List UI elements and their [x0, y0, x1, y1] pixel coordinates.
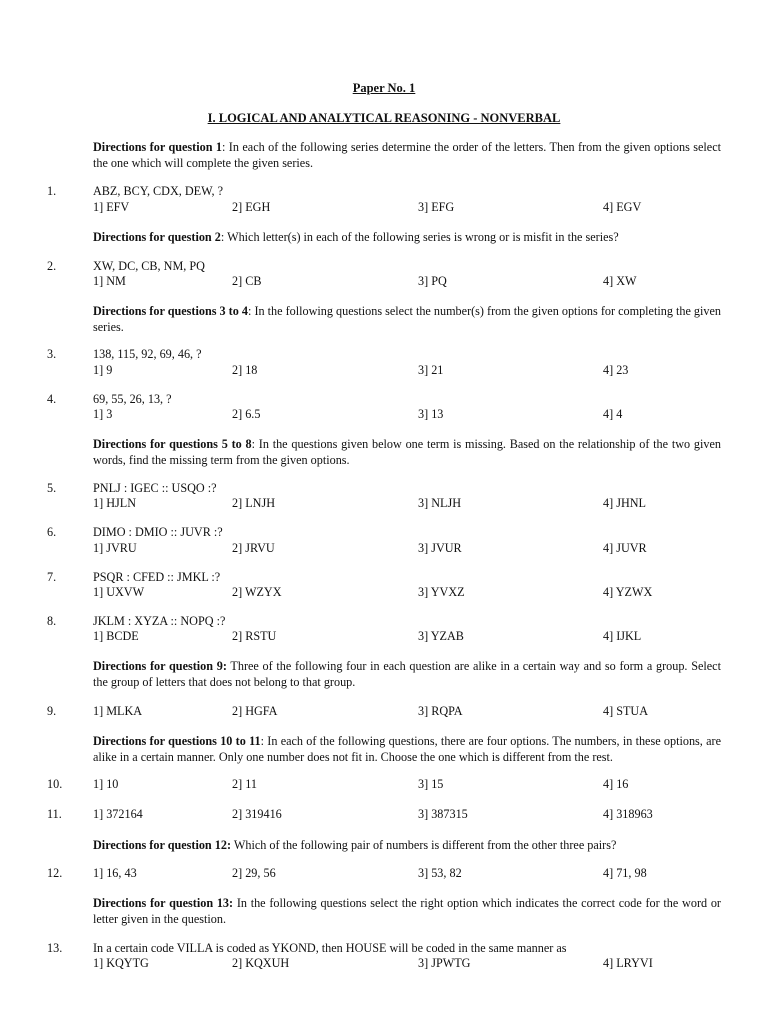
option-4[interactable]: 4] 4 — [603, 407, 623, 421]
directions-q10-11 — [93, 733, 721, 765]
option-4[interactable]: 4] YZWX — [603, 585, 653, 599]
option-1[interactable]: 1] EFV — [93, 200, 130, 214]
option-3[interactable]: 3] JPWTG — [418, 956, 471, 970]
option-1[interactable]: 1] 10 — [93, 777, 119, 791]
directions-q13 — [93, 895, 721, 927]
question-number: 10. — [47, 777, 63, 791]
section-title: I. LOGICAL AND ANALYTICAL REASONING - NONVERBAL — [207, 111, 561, 125]
option-2[interactable]: 2] EGH — [232, 200, 271, 214]
option-1[interactable]: 1] 3 — [93, 407, 113, 421]
directions-q5-8 — [93, 436, 721, 468]
option-2[interactable]: 2] 29, 56 — [232, 866, 276, 880]
option-1[interactable]: 1] 9 — [93, 363, 113, 377]
option-3[interactable]: 3] 387315 — [418, 807, 468, 821]
question-stem: ABZ, BCY, CDX, DEW, ? — [93, 184, 224, 198]
directions-label: Directions for questions 3 to 4 — [93, 304, 248, 318]
question-stem: JKLM : XYZA :: NOPQ :? — [93, 614, 226, 628]
option-2[interactable]: 2] 11 — [232, 777, 257, 791]
directions-label: Directions for question 2 — [93, 230, 221, 244]
option-3[interactable]: 3] RQPA — [418, 704, 463, 718]
option-2[interactable]: 2] HGFA — [232, 704, 278, 718]
option-4[interactable]: 4] XW — [603, 274, 637, 288]
question-number: 13. — [47, 941, 63, 955]
directions-q2 — [93, 229, 721, 245]
option-2[interactable]: 2] 319416 — [232, 807, 282, 821]
question-stem: PNLJ : IGEC :: USQO :? — [93, 481, 217, 495]
option-4[interactable]: 4] LRYVI — [603, 956, 653, 970]
option-4[interactable]: 4] STUA — [603, 704, 649, 718]
option-4[interactable]: 4] JHNL — [603, 496, 646, 510]
option-1[interactable]: 1] UXVW — [93, 585, 145, 599]
directions-text: Which of the following pair of numbers is different from the other three pairs? — [231, 838, 617, 852]
option-4[interactable]: 4] 318963 — [603, 807, 653, 821]
option-3[interactable]: 3] NLJH — [418, 496, 461, 510]
option-1[interactable]: 1] NM — [93, 274, 126, 288]
directions-text: : In each of the following questions, there are four options. The numbers, in these options, are alike in a certain manner. Only one number does not fit in. Choose the one which is different from the rest. — [93, 734, 721, 764]
question-stem: In a certain code VILLA is coded as YKOND, then HOUSE will be coded in the same manner as — [93, 941, 567, 955]
directions-text: Three of the following four in each question are alike in a certain way and so form a group. Select the group of letters that does not belong to that group. — [93, 659, 721, 689]
paper-title: Paper No. 1 — [352, 81, 416, 95]
question-stem: 69, 55, 26, 13, ? — [93, 392, 172, 406]
option-2[interactable]: 2] LNJH — [232, 496, 275, 510]
directions-q1 — [93, 139, 721, 171]
option-4[interactable]: 4] 16 — [603, 777, 629, 791]
question-stem: 138, 115, 92, 69, 46, ? — [93, 347, 202, 361]
question-number: 7. — [47, 570, 57, 584]
option-3[interactable]: 3] PQ — [418, 274, 447, 288]
question-number: 8. — [47, 614, 57, 628]
option-3[interactable]: 3] JVUR — [418, 541, 462, 555]
option-2[interactable]: 2] KQXUH — [232, 956, 290, 970]
question-number: 6. — [47, 525, 57, 539]
question-number: 1. — [47, 184, 57, 198]
question-number: 4. — [47, 392, 57, 406]
option-1[interactable]: 1] MLKA — [93, 704, 143, 718]
option-2[interactable]: 2] WZYX — [232, 585, 282, 599]
option-3[interactable]: 3] 21 — [418, 363, 444, 377]
directions-label: Directions for questions 5 to 8 — [93, 437, 252, 451]
option-4[interactable]: 4] IJKL — [603, 629, 642, 643]
option-3[interactable]: 3] 15 — [418, 777, 444, 791]
option-3[interactable]: 3] EFG — [418, 200, 455, 214]
option-3[interactable]: 3] YZAB — [418, 629, 464, 643]
question-number: 3. — [47, 347, 57, 361]
option-2[interactable]: 2] RSTU — [232, 629, 277, 643]
option-1[interactable]: 1] 16, 43 — [93, 866, 137, 880]
option-2[interactable]: 2] JRVU — [232, 541, 275, 555]
directions-label: Directions for questions 10 to 11 — [93, 734, 261, 748]
directions-label: Directions for question 9: — [93, 659, 227, 673]
option-1[interactable]: 1] HJLN — [93, 496, 136, 510]
option-3[interactable]: 3] 53, 82 — [418, 866, 462, 880]
option-4[interactable]: 4] 71, 98 — [603, 866, 647, 880]
option-4[interactable]: 4] JUVR — [603, 541, 647, 555]
directions-text: : In the questions given below one term is missing. Based on the relationship of the two given words, find the missing term from the given options. — [93, 437, 721, 467]
directions-label: Directions for question 1 — [93, 140, 222, 154]
directions-q12 — [93, 837, 721, 853]
question-number: 12. — [47, 866, 63, 880]
directions-text: In the following questions select the right option which indicates the correct code for the word or letter given in the question. — [93, 896, 721, 926]
directions-text: : In the following questions select the number(s) from the given options for completing the given series. — [93, 304, 721, 334]
directions-label: Directions for question 12: — [93, 838, 232, 852]
option-1[interactable]: 1] JVRU — [93, 541, 137, 555]
question-number: 5. — [47, 481, 57, 495]
option-2[interactable]: 2] CB — [232, 274, 262, 288]
directions-text: : In each of the following series determine the order of the letters. Then from the given options select the one which will complete the given series. — [93, 140, 721, 170]
question-stem: DIMO : DMIO :: JUVR :? — [93, 525, 223, 539]
option-2[interactable]: 2] 18 — [232, 363, 258, 377]
question-stem: PSQR : CFED :: JMKL :? — [93, 570, 221, 584]
directions-q3-4 — [93, 303, 721, 335]
directions-text: : Which letter(s) in each of the following series is wrong or is misfit in the series? — [220, 230, 619, 244]
option-4[interactable]: 4] EGV — [603, 200, 642, 214]
option-1[interactable]: 1] 372164 — [93, 807, 143, 821]
question-stem: XW, DC, CB, NM, PQ — [93, 259, 205, 273]
question-number: 11. — [47, 807, 62, 821]
option-3[interactable]: 3] 13 — [418, 407, 444, 421]
option-2[interactable]: 2] 6.5 — [232, 407, 261, 421]
option-1[interactable]: 1] BCDE — [93, 629, 139, 643]
option-3[interactable]: 3] YVXZ — [418, 585, 465, 599]
question-number: 2. — [47, 259, 57, 273]
directions-q9 — [93, 658, 721, 690]
directions-label: Directions for question 13: — [93, 896, 234, 910]
option-4[interactable]: 4] 23 — [603, 363, 629, 377]
option-1[interactable]: 1] KQYTG — [93, 956, 149, 970]
question-number: 9. — [47, 704, 57, 718]
